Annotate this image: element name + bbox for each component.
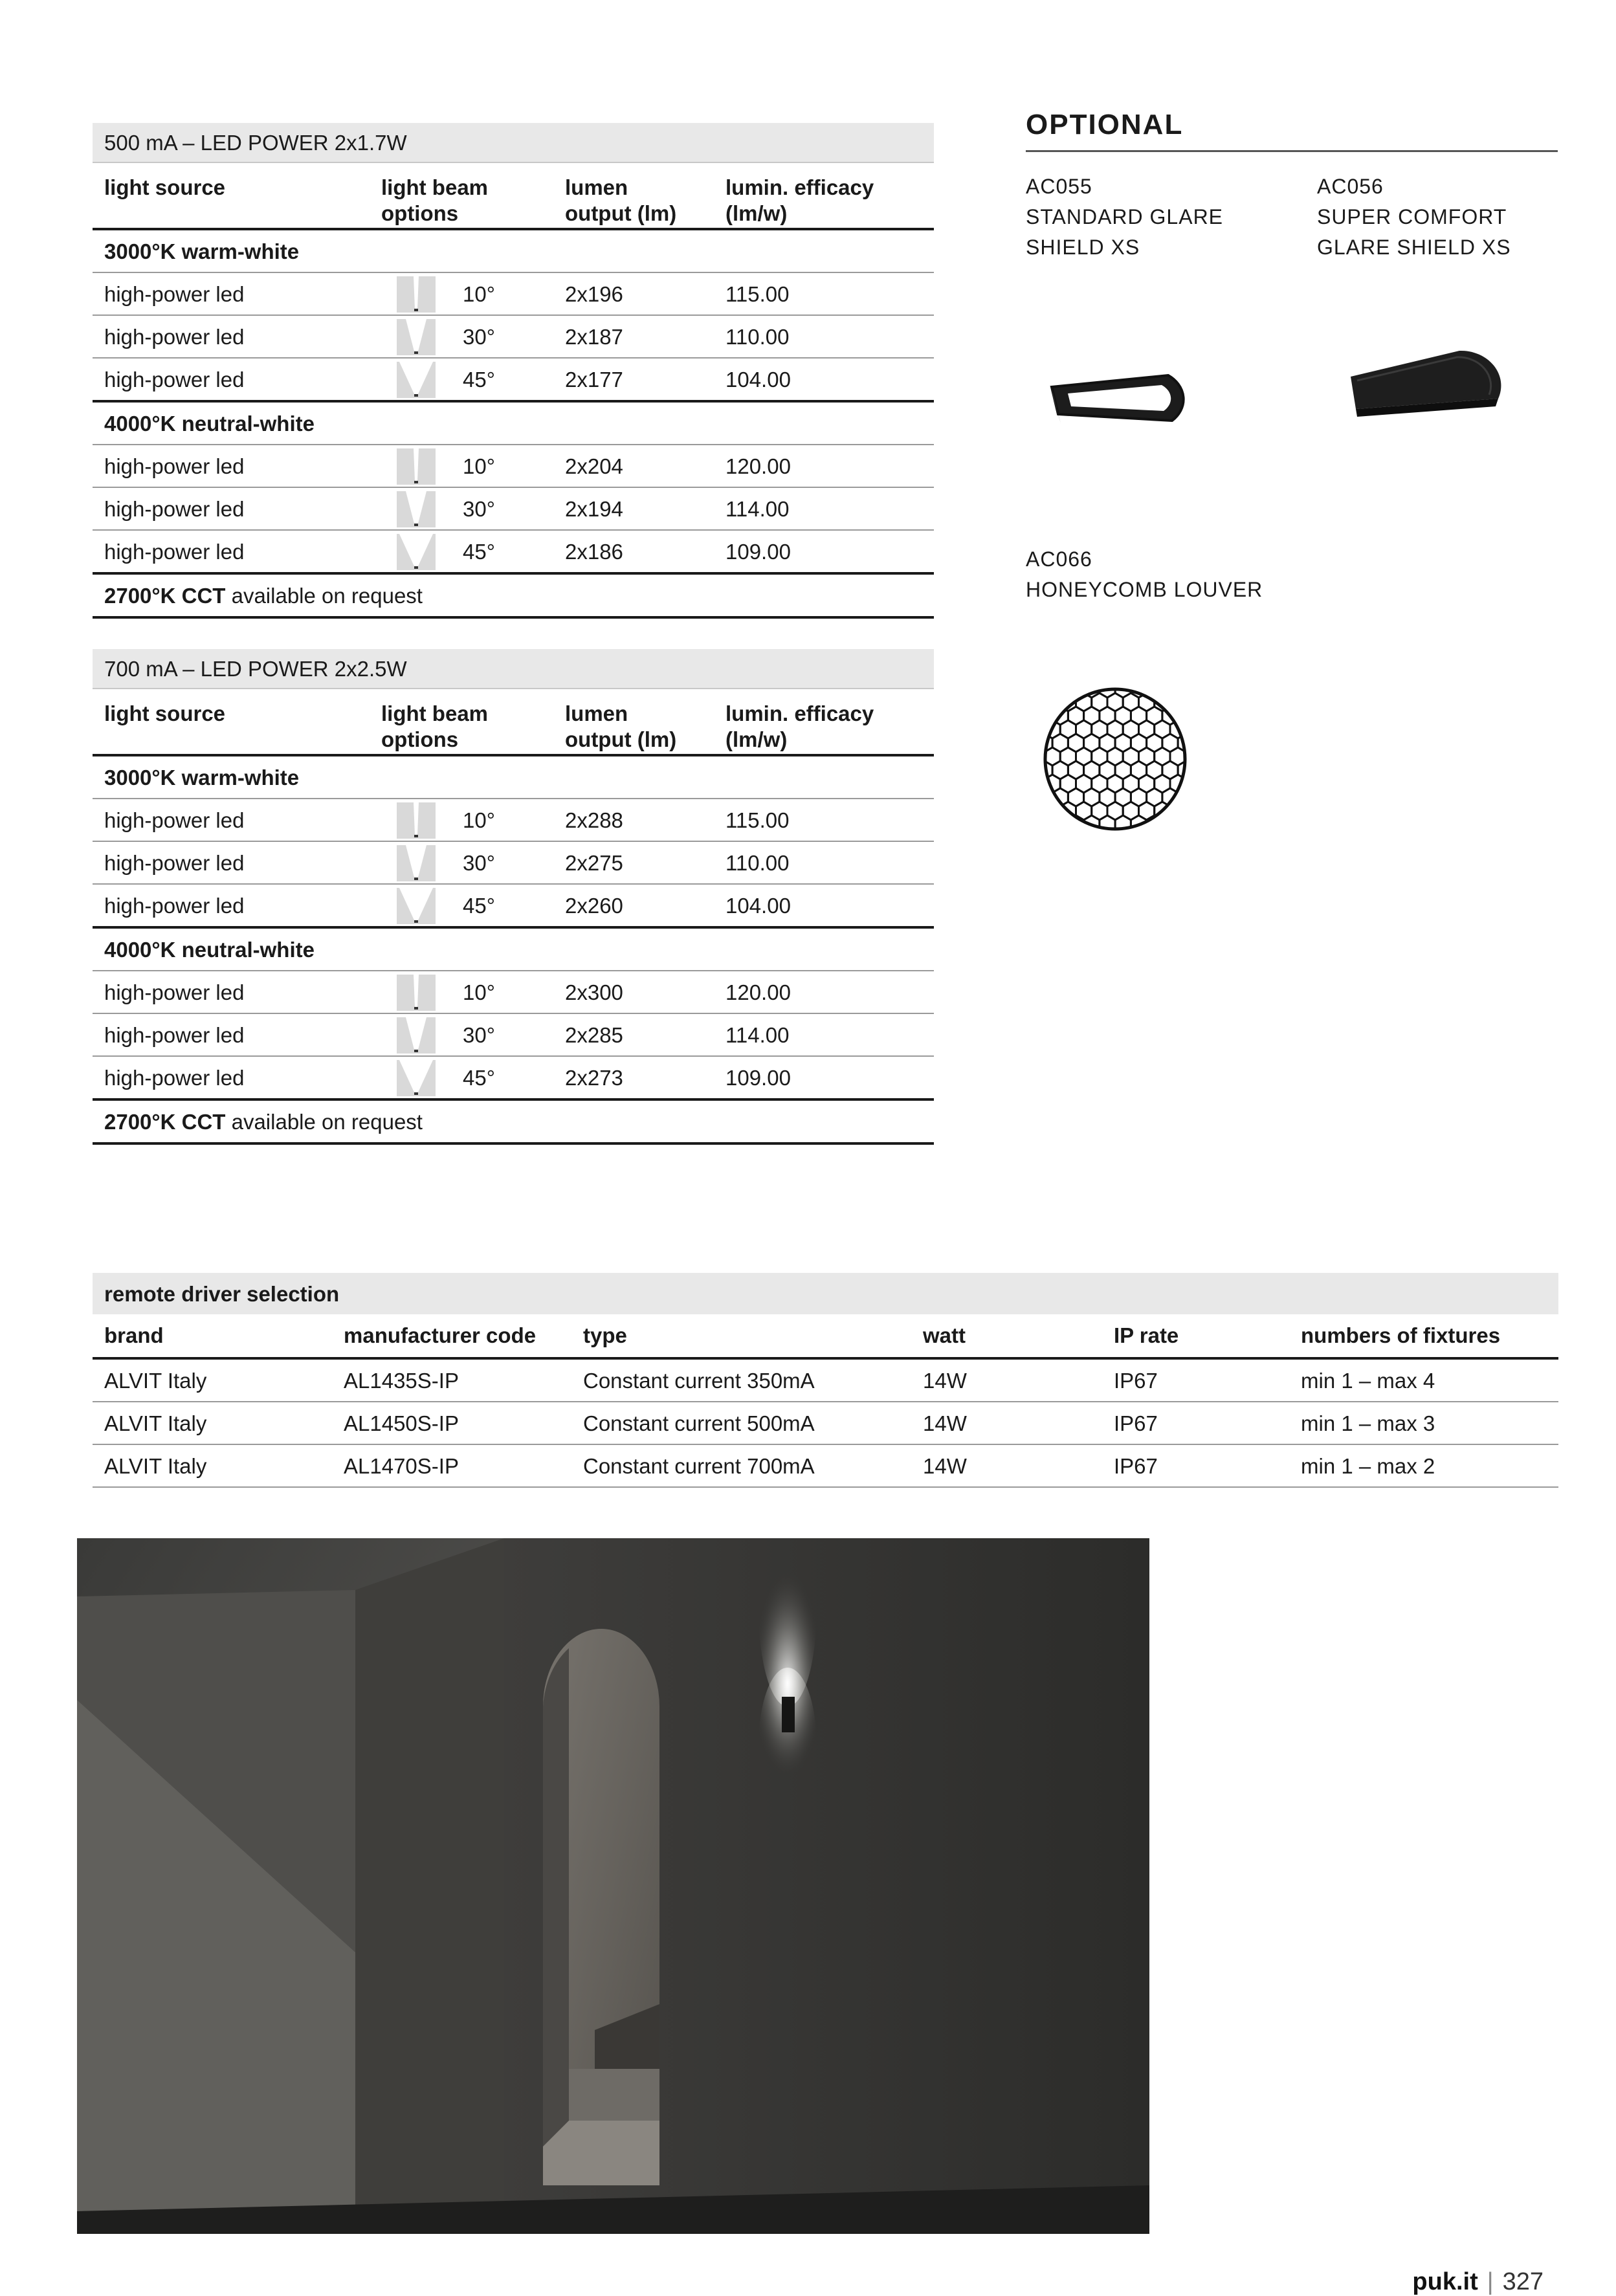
cell-lumen: 2x186 xyxy=(565,540,623,564)
cell-ip: IP67 xyxy=(1114,1454,1158,1478)
beam-30-icon xyxy=(397,491,436,527)
table-row xyxy=(93,971,934,1014)
accessory-name-line1: HONEYCOMB LOUVER xyxy=(1026,578,1263,601)
beam-10-icon xyxy=(397,276,436,313)
cell-efficacy: 120.00 xyxy=(725,980,791,1004)
cell-lumen: 2x194 xyxy=(565,497,623,521)
cell-beam: 30° xyxy=(463,851,495,875)
cell-beam: 10° xyxy=(463,454,495,478)
beam-45-icon xyxy=(397,888,436,924)
footer-separator: | xyxy=(1487,2268,1494,2295)
table-row xyxy=(93,1402,1558,1445)
cell-source: high-power led xyxy=(104,497,245,521)
cell-source: high-power led xyxy=(104,851,245,875)
driver-table-title: remote driver selection xyxy=(93,1273,1558,1314)
cell-watt: 14W xyxy=(923,1454,967,1478)
header-efficacy: lumin. efficacy (lm/w) xyxy=(725,701,874,751)
cell-beam: 45° xyxy=(463,540,495,564)
cell-efficacy: 114.00 xyxy=(725,497,790,521)
cell-efficacy: 115.00 xyxy=(725,282,790,306)
beam-10-icon xyxy=(397,448,436,485)
cell-ip: IP67 xyxy=(1114,1411,1158,1435)
header-watt: watt xyxy=(923,1323,966,1347)
cell-lumen: 2x273 xyxy=(565,1066,623,1090)
table-row xyxy=(93,1057,934,1101)
cell-fixtures: min 1 – max 3 xyxy=(1301,1411,1435,1435)
table-header xyxy=(93,689,934,756)
honeycomb-louver-icon xyxy=(1041,685,1190,833)
cell-fixtures: min 1 – max 2 xyxy=(1301,1454,1435,1478)
cell-source: high-power led xyxy=(104,325,245,349)
driver-table xyxy=(93,1273,1558,1488)
header-manufacturer-code: manufacturer code xyxy=(344,1323,537,1347)
cell-efficacy: 115.00 xyxy=(725,808,790,832)
header-lumen: lumen output (lm) xyxy=(565,175,677,225)
cell-watt: 14W xyxy=(923,1369,967,1393)
accessory-name-line1: STANDARD GLARE xyxy=(1026,205,1224,228)
cell-source: high-power led xyxy=(104,540,245,564)
table-row xyxy=(93,273,934,316)
accessory-name-line1: SUPER COMFORT xyxy=(1317,205,1507,228)
table-row xyxy=(93,842,934,885)
cell-source: high-power led xyxy=(104,894,245,918)
accessory-name-line2: GLARE SHIELD XS xyxy=(1317,236,1511,259)
beam-45-icon xyxy=(397,1060,436,1096)
group-title: 3000°K warm-white xyxy=(93,230,934,273)
cell-beam: 30° xyxy=(463,497,495,521)
header-type: type xyxy=(583,1323,627,1347)
cell-code: AL1435S-IP xyxy=(344,1369,459,1393)
cell-lumen: 2x300 xyxy=(565,980,623,1004)
cell-source: high-power led xyxy=(104,282,245,306)
cell-watt: 14W xyxy=(923,1411,967,1435)
cell-fixtures: min 1 – max 4 xyxy=(1301,1369,1435,1393)
cell-lumen: 2x196 xyxy=(565,282,623,306)
cell-brand: ALVIT Italy xyxy=(104,1369,207,1393)
cell-lumen: 2x285 xyxy=(565,1023,623,1047)
header-efficacy: lumin. efficacy (lm/w) xyxy=(725,175,874,225)
cell-source: high-power led xyxy=(104,1066,245,1090)
cell-source: high-power led xyxy=(104,454,245,478)
cell-source: high-power led xyxy=(104,368,245,392)
beam-30-icon xyxy=(397,845,436,881)
cell-beam: 45° xyxy=(463,1066,495,1090)
table-title: 700 mA – LED POWER 2x2.5W xyxy=(93,649,934,689)
header-lumen: lumen output (lm) xyxy=(565,701,677,751)
header-brand: brand xyxy=(104,1323,164,1347)
header-light-source: light source xyxy=(104,701,226,725)
table-row xyxy=(93,885,934,929)
wall-light-scene-image xyxy=(77,1538,1149,2234)
cell-lumen: 2x187 xyxy=(565,325,623,349)
table-row xyxy=(93,1014,934,1057)
spec-table-500ma xyxy=(93,123,934,619)
table-note: 2700°K CCT available on request xyxy=(93,1101,934,1145)
cell-source: high-power led xyxy=(104,1023,245,1047)
optional-divider xyxy=(1026,150,1558,152)
header-beam: light beam options xyxy=(381,701,489,751)
cell-efficacy: 110.00 xyxy=(725,851,790,875)
accessory-code: AC056 xyxy=(1317,175,1384,198)
cell-beam: 30° xyxy=(463,325,495,349)
cell-efficacy: 104.00 xyxy=(725,894,791,918)
glare-shield-icon xyxy=(1039,343,1194,434)
cell-code: AL1470S-IP xyxy=(344,1454,459,1478)
page-footer xyxy=(1412,2268,1544,2296)
group-title: 4000°K neutral-white xyxy=(93,403,934,445)
cell-efficacy: 114.00 xyxy=(725,1023,790,1047)
header-beam: light beam options xyxy=(381,175,489,225)
cell-source: high-power led xyxy=(104,980,245,1004)
beam-10-icon xyxy=(397,975,436,1011)
accessory-ac066 xyxy=(1026,544,1263,605)
cell-efficacy: 109.00 xyxy=(725,540,791,564)
optional-title: OPTIONAL xyxy=(1026,109,1184,140)
accessory-code: AC066 xyxy=(1026,547,1092,571)
cell-type: Constant current 700mA xyxy=(583,1454,815,1478)
driver-table-header xyxy=(93,1314,1558,1360)
cell-efficacy: 110.00 xyxy=(725,325,790,349)
header-fixtures: numbers of fixtures xyxy=(1301,1323,1501,1347)
cell-lumen: 2x177 xyxy=(565,368,623,392)
beam-45-icon xyxy=(397,534,436,570)
table-header xyxy=(93,163,934,230)
header-light-source: light source xyxy=(104,175,226,199)
table-row xyxy=(93,531,934,575)
header-ip-rate: IP rate xyxy=(1114,1323,1179,1347)
cell-brand: ALVIT Italy xyxy=(104,1454,207,1478)
group-title: 3000°K warm-white xyxy=(93,756,934,799)
cell-lumen: 2x260 xyxy=(565,894,623,918)
beam-30-icon xyxy=(397,1017,436,1054)
cell-beam: 30° xyxy=(463,1023,495,1047)
accessory-code: AC055 xyxy=(1026,175,1092,198)
accessory-ac055 xyxy=(1026,171,1223,263)
cell-ip: IP67 xyxy=(1114,1369,1158,1393)
beam-30-icon xyxy=(397,319,436,355)
table-title: 500 mA – LED POWER 2x1.7W xyxy=(93,123,934,163)
cell-efficacy: 109.00 xyxy=(725,1066,791,1090)
cell-code: AL1450S-IP xyxy=(344,1411,459,1435)
cell-beam: 45° xyxy=(463,368,495,392)
cell-source: high-power led xyxy=(104,808,245,832)
table-note: 2700°K CCT available on request xyxy=(93,575,934,619)
site-link[interactable]: puk.it xyxy=(1412,2268,1478,2295)
cell-lumen: 2x204 xyxy=(565,454,623,478)
cell-efficacy: 104.00 xyxy=(725,368,791,392)
table-row xyxy=(93,359,934,403)
cell-lumen: 2x275 xyxy=(565,851,623,875)
page-number: 327 xyxy=(1502,2268,1544,2295)
spec-table-700ma xyxy=(93,649,934,1145)
accessory-ac056 xyxy=(1317,171,1511,263)
cell-lumen: 2x288 xyxy=(565,808,623,832)
table-row xyxy=(93,445,934,488)
cell-type: Constant current 500mA xyxy=(583,1411,815,1435)
accessory-name-line2: SHIELD XS xyxy=(1026,236,1140,259)
group-title: 4000°K neutral-white xyxy=(93,929,934,971)
table-row xyxy=(93,316,934,359)
cell-efficacy: 120.00 xyxy=(725,454,791,478)
beam-10-icon xyxy=(397,802,436,839)
table-row xyxy=(93,1360,1558,1402)
cell-beam: 10° xyxy=(463,980,495,1004)
cell-brand: ALVIT Italy xyxy=(104,1411,207,1435)
product-photo xyxy=(77,1538,1149,2234)
table-row xyxy=(93,1445,1558,1488)
beam-45-icon xyxy=(397,362,436,398)
cell-beam: 10° xyxy=(463,282,495,306)
table-row xyxy=(93,488,934,531)
cell-beam: 45° xyxy=(463,894,495,918)
cell-beam: 10° xyxy=(463,808,495,832)
cell-type: Constant current 350mA xyxy=(583,1369,815,1393)
table-row xyxy=(93,799,934,842)
comfort-glare-shield-icon xyxy=(1343,337,1511,434)
